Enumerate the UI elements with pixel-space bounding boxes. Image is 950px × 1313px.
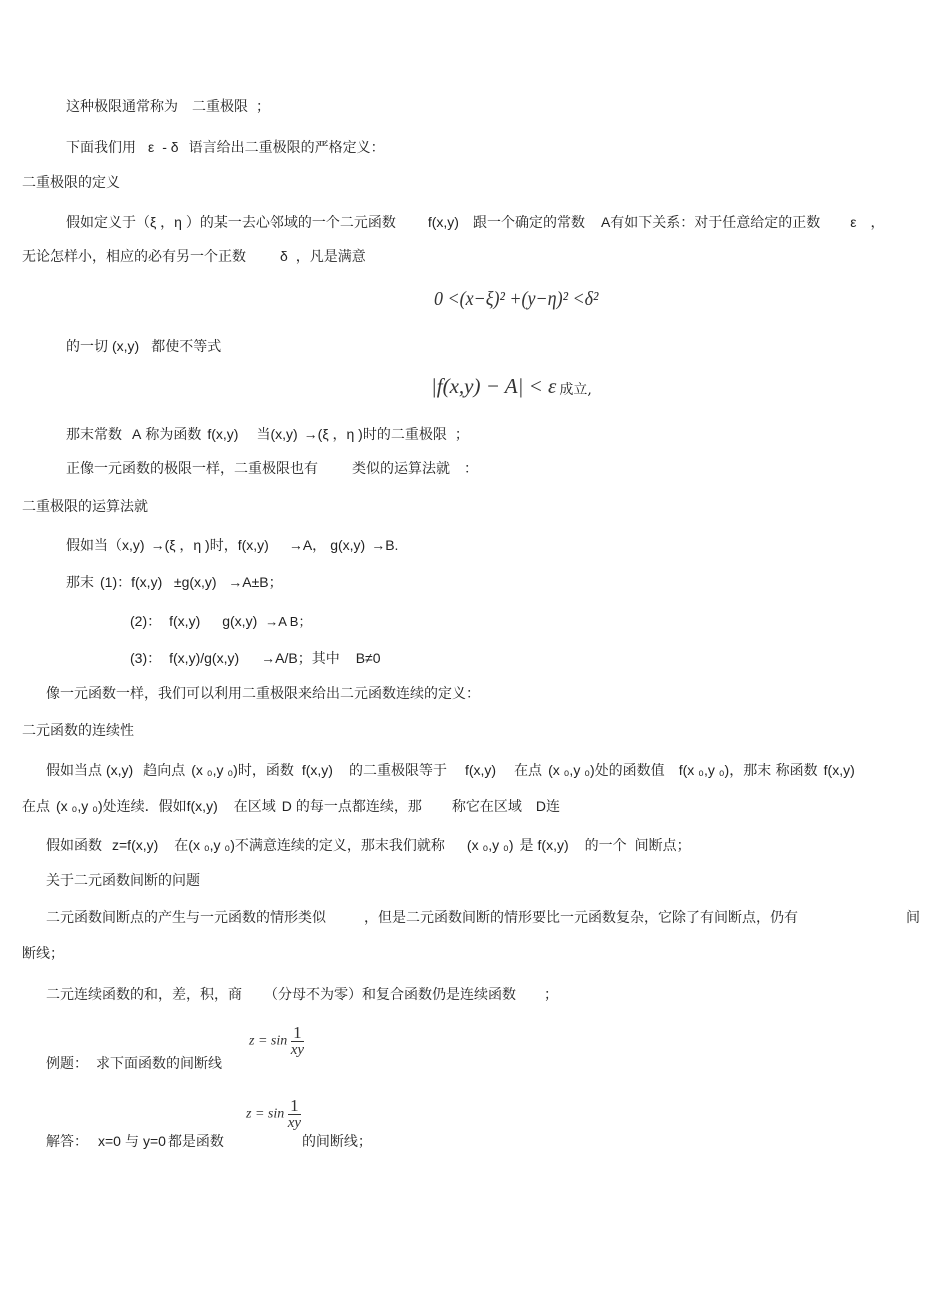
text-segment: 的每一点都连续，那 [295,799,422,815]
text-segment: 的间断线； [301,1134,372,1150]
text-segment: 称为函数 [145,427,202,443]
formula-inequality [431,374,592,399]
text-segment: ，凡是满意 [295,249,366,265]
function-f: f(x,y) [169,613,201,629]
rule-number: (3)： [130,650,162,666]
punct: ： [464,461,478,477]
text-line-continuity-intro: 像一元函数一样，我们可以利用二重极限来给出二元函数连续的定义： [46,686,480,702]
text-segment: 在区域 [233,799,276,815]
constant-A: A [600,214,611,230]
line-y0: y=0 [142,1133,166,1149]
epsilon-symbol: ε [850,214,857,230]
text-segment: 无论怎样小，相应的必有另一个正数 [22,249,246,265]
fraction-numerator: 1 [291,1025,304,1042]
function-f: f(x,y) [186,798,218,814]
text-segment: 的一个 [584,838,627,854]
function-z: z=f(x,y) [112,837,159,853]
region-D: D [281,798,292,814]
term-double-limit: 时的二重极限 [362,427,447,443]
text-segment: 当(x,y) [256,426,298,442]
function-f: f(x,y) [237,537,269,553]
text-segment: 那末常数 [66,427,122,443]
rule-number: (2)： [130,613,162,629]
inequality-expression: |f(x,y) − A| < ε [431,374,557,398]
term-double-limit: 二重极限 [192,99,248,115]
point-xi-eta: （ξ ，η ） [136,214,200,230]
formula-lhs: z = sin [246,1106,285,1122]
fraction-numerator: 1 [288,1098,301,1115]
text-segment: 其中 [311,651,340,667]
text-segment: 时， [209,538,238,554]
text-segment: 二元函数间断点的产生与一元函数的情形类似 [46,910,326,926]
section-heading-rules: 二重极限的运算法就 [22,499,148,515]
point-xi-eta: →(ξ ，η ) [303,426,363,442]
text-line-continuity-def [46,761,855,780]
punct: ； [256,99,270,115]
point-xy: (x,y) [112,338,140,354]
rule-expression: f(x,y) ±g(x,y) →A±B； [131,574,283,590]
text-segment: 称它在区域 [451,799,522,815]
text-segment: 成立, [559,382,592,398]
formula-lhs: z = sin [249,1033,288,1049]
delta-symbol: δ [280,248,288,264]
formula-neighborhood: 0 <(x−ξ)² +(y−η)² <δ² [434,288,599,310]
limit-A: →A， [288,537,327,553]
function-f: f(x,y) [427,214,459,230]
line-x0: x=0 [98,1133,121,1149]
text-segment: 连 [545,799,560,815]
text-segment: ，那末 称函数 [729,763,818,779]
text-line-discontinuity-line: 断线； [22,946,64,962]
condition: B≠0 [355,650,381,666]
text-segment: 语言给出二重极限的严格定义： [188,140,385,156]
text-segment: 的某一去心邻域的一个二元函数 [199,215,396,231]
fraction-denominator: xy [287,1115,302,1131]
delta-symbol: - δ [162,139,179,155]
text-segment: 间 [906,910,920,926]
point-xi-eta: →(ξ ，η ) [150,537,210,553]
text-line-definition [66,213,885,232]
text-line-rules-intro [66,460,478,478]
epsilon-symbol: ε [148,139,155,155]
text-line-delta [22,247,366,266]
point-xy: (x,y) [106,762,134,778]
text-segment: 下面我们用 [66,140,136,156]
text-segment: ，但是二元函数间断的情形要比一元函数复杂，它除了有间断点，仍有 [364,910,798,926]
fraction-denominator: xy [290,1042,305,1058]
answer-label: 解答： [46,1134,88,1150]
section-heading-continuity: 二元函数的连续性 [22,723,134,739]
text-segment: 是 [519,838,534,854]
fraction [288,1098,301,1131]
point-x0-y0: (x ₀,y ₀) [56,798,103,814]
text-segment: （分母不为零）和复合函数仍是连续函数 [264,987,516,1003]
text-segment: 时，函数 [237,763,294,779]
text-segment: 与 [124,1134,139,1150]
function-f: f(x,y) [464,762,497,778]
limit-B: →B. [371,537,399,553]
text-segment: 都使不等式 [151,339,222,355]
text-line-limit-A [66,425,469,444]
text-segment: 的二重极限等于 [348,763,447,779]
text-segment: 在点 [22,799,50,815]
rule-expression: f(x,y)/g(x,y) [169,650,240,666]
function-f: f(x,y) [301,762,333,778]
function-f: f(x,y) [207,426,239,442]
rule-result: →A B； [265,614,312,629]
text-segment: 有如下关系：对于任意给定的正数 [610,215,821,231]
text-line-continuity-region [22,797,560,816]
function-f: f(x,y) [823,762,855,778]
function-g: g(x,y) [330,537,366,553]
text-segment: 这种极限通常称为 [66,99,178,115]
term-discontinuity-point: 间断点； [634,838,691,854]
text-segment: 在点 [514,763,543,779]
point-xy: x,y) [122,537,145,553]
text-line-rule-1 [66,573,283,592]
text-segment: 跟一个确定的常数 [472,215,585,231]
punct: ； [454,427,469,443]
text-segment: 正像一元函数的极限一样，二重极限也有 [66,461,318,477]
text-segment: 的一切 [66,339,108,355]
text-line-intro [66,138,385,157]
text-segment: 假如函数 [46,838,102,854]
text-segment: 假如当（ [66,538,122,554]
text-line-example [46,1055,222,1073]
point-x0-y0: (x ₀,y ₀) [466,837,514,853]
text-segment: 处连续．假如 [102,799,187,815]
function-f: f(x,y) [537,837,569,853]
function-value: f(x ₀,y ₀) [678,762,730,778]
text-segment: 假如定义于 [66,215,136,231]
text-segment: 趋向点 [143,763,186,779]
point-x0-y0: (x ₀,y ₀) [191,762,238,778]
constant-A: A [132,426,142,442]
section-heading-definition: 二重极限的定义 [22,175,120,191]
rule-number: (1)： [100,574,132,590]
text-line-continuous-ops [46,986,558,1004]
text-line-rule-3 [130,649,381,668]
function-g: g(x,y) [222,613,258,629]
text-line-discontinuity-compare [46,909,920,927]
example-label: 例题： [46,1056,88,1072]
region-D: D [535,798,546,814]
text-segment: 类似的运算法就 [352,461,450,477]
text-segment: 二元连续函数的和，差，积，商 [46,987,242,1003]
text-line-term [66,98,270,116]
text-segment: 不满意连续的定义，那末我们就称 [234,838,445,854]
point-x0-y0: (x ₀,y ₀) [188,837,235,853]
fraction [291,1025,304,1058]
formula-z-sin-answer [246,1098,301,1131]
text-line-for-all [66,337,221,356]
text-segment: 求下面函数的间断线 [96,1056,222,1072]
formula-z-sin-example [249,1025,304,1058]
text-line-answer [46,1132,372,1151]
text-segment: 那末 [66,575,94,591]
text-segment: 在 [174,838,189,854]
punct: ； [544,987,558,1003]
text-segment: 假如当点 [46,763,102,779]
text-line-discontinuity-point [46,836,691,855]
punct: ， [870,215,885,231]
point-x0-y0: (x ₀,y ₀) [548,762,595,778]
text-segment: 都是函数 [167,1134,224,1150]
text-line-rule-2 [130,612,311,631]
text-segment: 处的函数值 [594,763,665,779]
rule-result: →A/B； [261,650,312,666]
text-line-discontinuity-topic: 关于二元函数间断的问题 [46,873,200,889]
text-line-rules-condition [66,536,398,555]
